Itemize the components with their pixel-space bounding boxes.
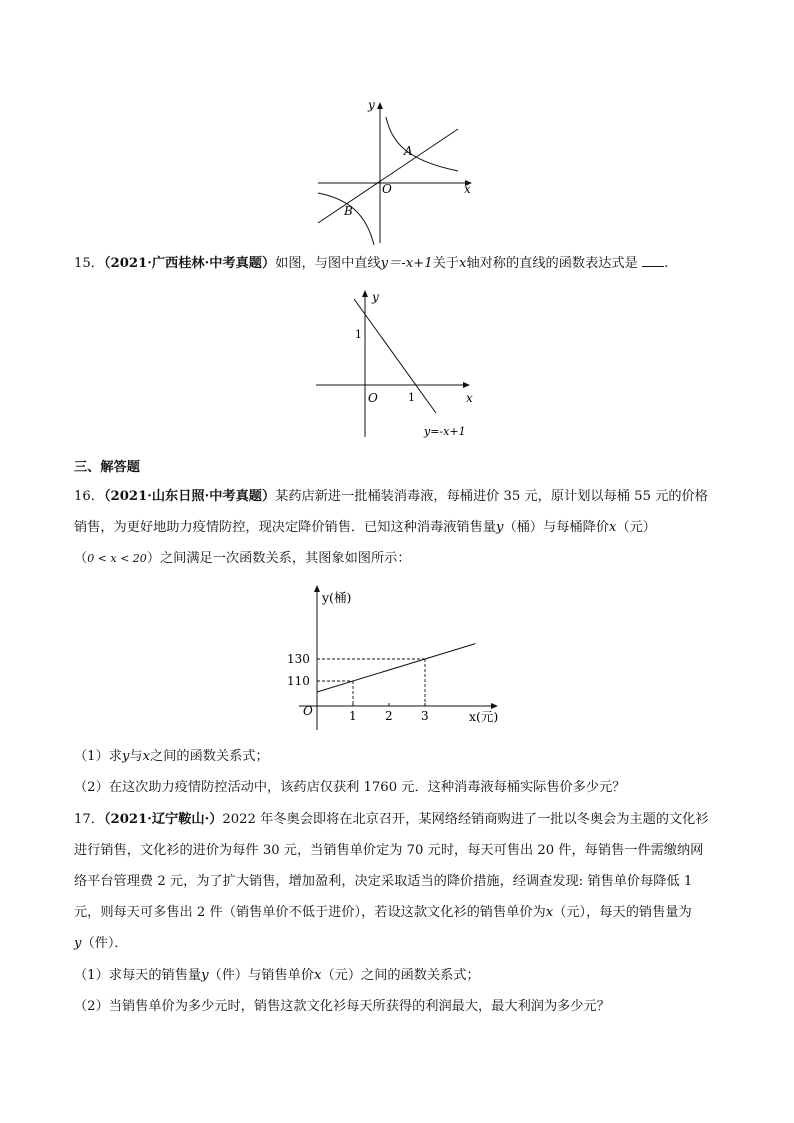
sales-chart <box>285 582 515 732</box>
chart-y-axis-arrow <box>314 585 320 592</box>
chart-ylabel: y(桶) <box>322 590 352 605</box>
equation: y＝-x+1 <box>380 256 433 271</box>
question-15: 15．（2021·广西桂林·中考真题）如图，与图中直线y＝-x+1关于x轴对称的直线的函数表达式是 . <box>74 256 669 271</box>
y-axis-label: y <box>372 290 379 304</box>
question-16-line-1: 16．（2021·山东日照·中考真题）某药店新进一批桶装消毒液，每桶进价 35 元，原计划以每桶 55 元的价格 <box>74 489 708 504</box>
function-line <box>354 299 436 413</box>
x-axis-label: x <box>466 391 473 405</box>
origin-label: O <box>382 182 392 196</box>
chart-x-tick-label: 1 <box>349 709 357 723</box>
question-source: （2021·辽宁鞍山·） <box>103 812 223 827</box>
x-tick-label: 1 <box>408 391 415 404</box>
question-number: 15． <box>74 256 104 271</box>
chart-x-tick-label: 3 <box>421 709 429 723</box>
question-16-line-2: 销售，为更好地助力疫情防控，现决定降价销售．已知这种消毒液销售量y（桶）与每桶降价x（元） <box>74 520 656 535</box>
question-17-line-1: 17．（2021·辽宁鞍山·）2022 年冬奥会即将在北京召开，某网络经销商购进了一批以冬奥会为主题的文化衫 <box>74 812 709 827</box>
x-axis-label: x <box>464 182 471 196</box>
question-16-part-1: （1）求y与x之间的函数关系式； <box>74 749 269 764</box>
question-17-line-4: 元，则每天可多售出 2 件（销售单价不低于进价），若设这款文化衫的销售单价为x（元），每天的销售量为 <box>74 905 692 920</box>
question-17-line-2: 进行销售，文化衫的进价为每件 30 元，当销售单价定为 70 元时，每天可售出 20 件，每销售一件需缴纳网 <box>74 843 704 858</box>
question-number: 16． <box>74 489 104 504</box>
origin-label: O <box>368 391 378 405</box>
answer-blank <box>642 254 664 267</box>
chart-x-tick-label: 2 <box>385 709 393 723</box>
straight-line <box>318 129 458 223</box>
hyperbola-branch-upper <box>386 117 458 171</box>
line-figure <box>310 285 480 445</box>
question-17-part-2: （2）当销售单价为多少元时，销售这款文化衫每天所获得的利润最大，最大利润为多少元？ <box>74 999 610 1014</box>
y-axis-arrow <box>362 290 368 297</box>
y-tick-label: 1 <box>355 328 362 341</box>
question-17-line-3: 络平台管理费 2 元，为了扩大销售，增加盈利，决定采取适当的降价措施，经调查发现: 销售单价每降低 1 <box>74 874 693 889</box>
chart-series-line <box>317 644 475 692</box>
point-a-label: A <box>404 144 413 158</box>
section-title: 三、解答题 <box>74 460 140 475</box>
line-label: y=-x+1 <box>424 425 466 438</box>
chart-y-tick-label: 110 <box>287 674 310 688</box>
y-axis-arrow <box>377 102 383 109</box>
point-b-label: B <box>344 204 353 218</box>
x-axis-arrow <box>463 382 470 388</box>
question-16-line-3: （0 < x < 20）之间满足一次函数关系，其图象如图所示： <box>74 551 411 566</box>
hyperbola-figure <box>300 95 490 255</box>
hyperbola-branch-lower <box>318 193 374 245</box>
question-17-line-5: y（件）． <box>74 936 128 951</box>
range-inequality: 0 < x < 20 <box>87 552 147 565</box>
chart-xlabel: x(元) <box>469 709 499 724</box>
question-source: （2021·山东日照·中考真题） <box>103 489 276 504</box>
chart-y-tick-label: 130 <box>287 652 310 666</box>
y-axis-label: y <box>368 98 375 112</box>
question-source: （2021·广西桂林·中考真题） <box>103 256 276 271</box>
chart-origin: O <box>303 704 313 718</box>
question-number: 17． <box>74 812 104 827</box>
question-16-part-2: （2）在这次助力疫情防控活动中，该药店仅获利 1760 元．这种消毒液每桶实际售价多少元？ <box>74 780 626 795</box>
question-17-part-1: （1）求每天的销售量y（件）与销售单价x（元）之间的函数关系式； <box>74 968 480 983</box>
